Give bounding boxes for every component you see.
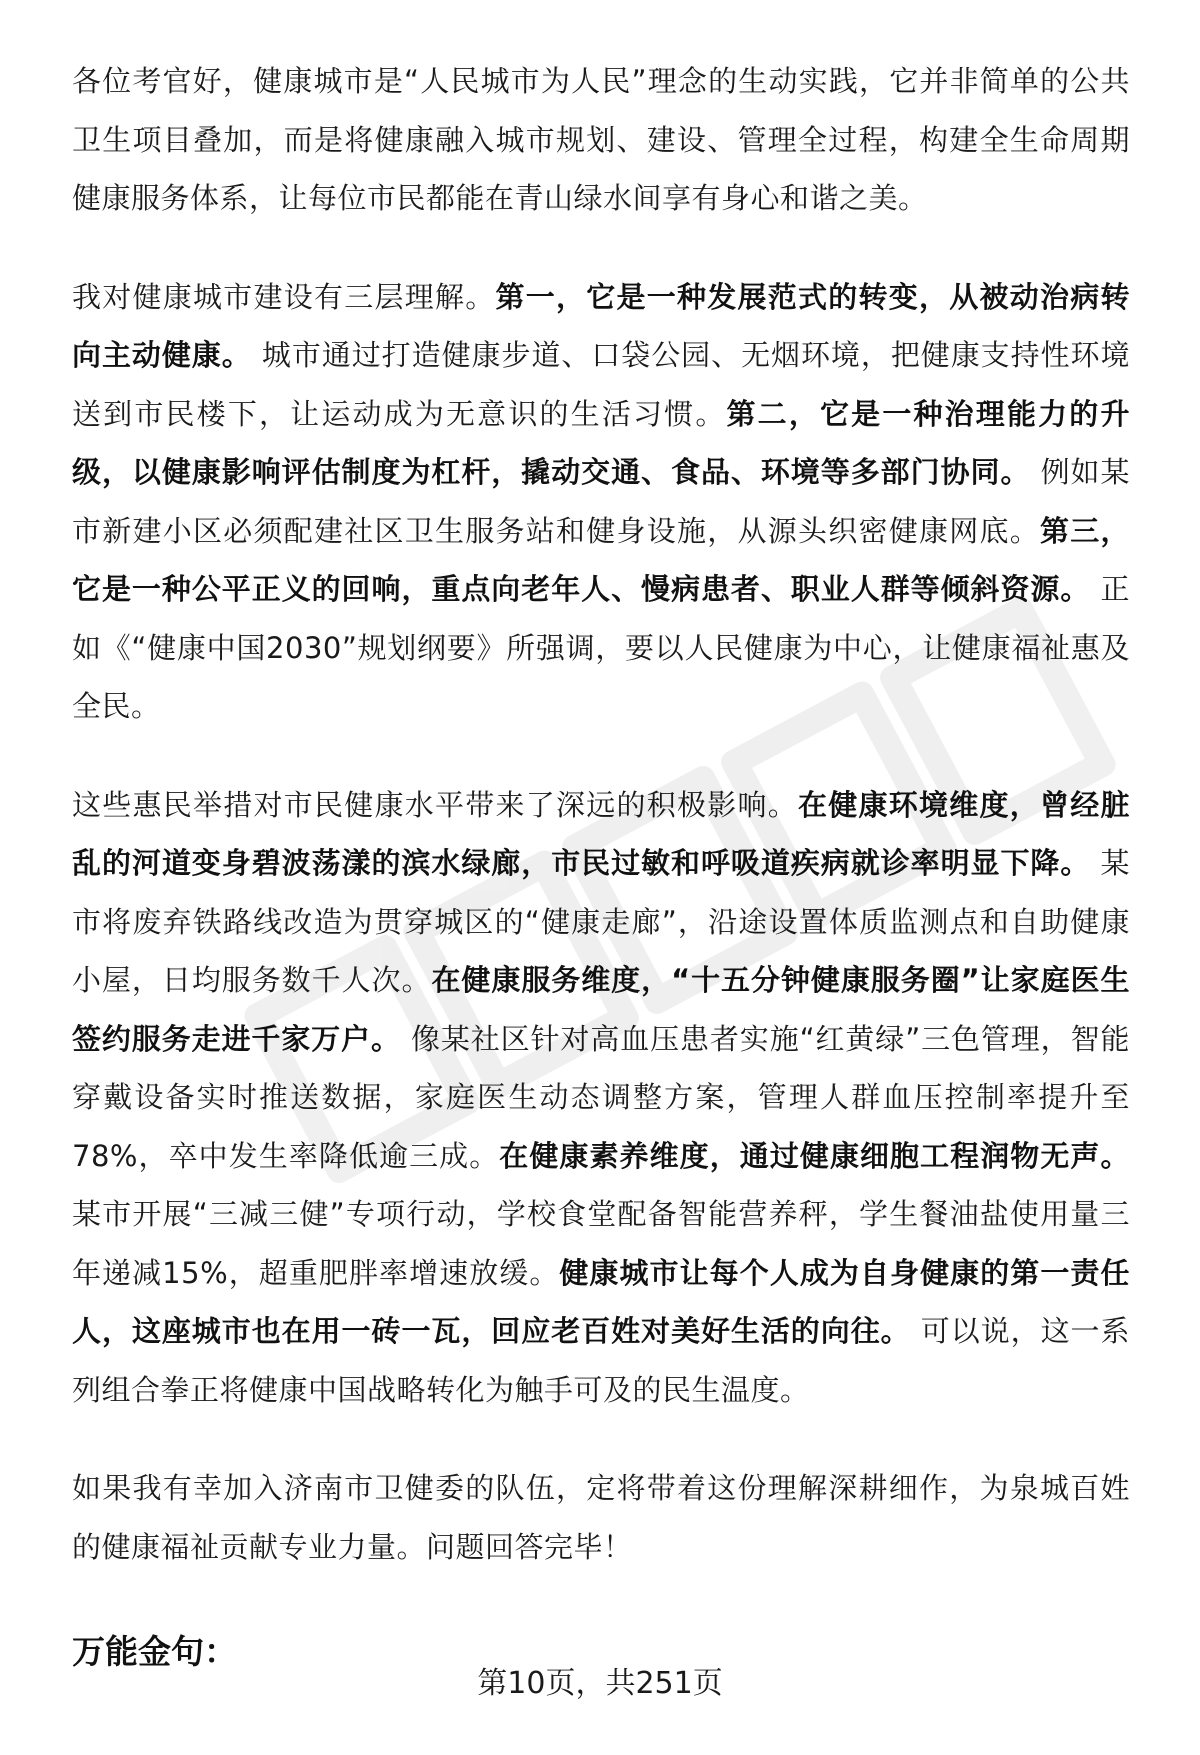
body-text: 如果我有幸加入济南市卫健委的队伍，定将带着这份理解深耕细作，为泉城百姓的健康福祉贡献专业力量。问题回答完毕！ [72, 1471, 1130, 1564]
emphasis-text: 健康城市让每个人成为自身健康的第一责任人，这座城市也在用一砖一瓦，回应老百姓对美好生活的向往。 [72, 1255, 1130, 1348]
body-text: 这些惠民举措对市民健康水平带来了深远的积极影响。 [72, 787, 798, 822]
emphasis-text: 在健康环境维度，曾经脏乱的河道变身碧波荡漾的滨水绿廊，市民过敏和呼吸道疾病就诊率明显下降。 [72, 787, 1130, 880]
emphasis-text: 在健康素养维度，通过健康细胞工程润物无声。 [499, 1138, 1130, 1173]
body-text: 某市将废弃铁路线改造为贯穿城区的“健康走廊”，沿途设置体质监测点和自助健康小屋，日均服务数千人次。 [72, 846, 1130, 997]
body-text: 城市通过打造健康步道、口袋公园、无烟环境，把健康支持性环境送到市民楼下，让运动成为无意识的生活习惯。 [72, 338, 1130, 431]
body-text: 像某社区针对高血压患者实施“红黄绿”三色管理，智能穿戴设备实时推送数据，家庭医生动态调整方案，管理人群血压控制率提升至78%，卒中发生率降低逾三成。 [72, 1021, 1130, 1173]
paragraph-1 [72, 52, 1130, 228]
emphasis-text: 第二，它是一种治理能力的升级，以健康影响评估制度为杠杆，撬动交通、食品、环境等多部门协同。 [72, 396, 1130, 489]
body-text: 正如《“健康中国2030”规划纲要》所强调，要以人民健康为中心，让健康福祉惠及全民。 [72, 572, 1130, 723]
emphasis-text: 第三，它是一种公平正义的回响，重点向老年人、慢病患者、职业人群等倾斜资源。 [72, 513, 1130, 606]
body-text: 各位考官好，健康城市是“人民城市为人民”理念的生动实践，它并非简单的公共卫生项目叠加，而是将健康融入城市规划、建设、管理全过程，构建全生命周期健康服务体系，让每位市民都能在青山绿水间享有身心和谐之美。 [72, 64, 1130, 215]
section-heading: 万能金句： [72, 1632, 237, 1671]
emphasis-text: 在健康服务维度，“十五分钟健康服务圈”让家庭医生签约服务走进千家万户。 [72, 963, 1130, 1056]
emphasis-text: 第一，它是一种发展范式的转变，从被动治病转向主动健康。 [72, 279, 1130, 372]
body-text: 例如某市新建小区必须配建社区卫生服务站和健身设施，从源头织密健康网底。 [72, 455, 1130, 548]
answer-body [72, 52, 1130, 1576]
paragraph-2 [72, 268, 1130, 736]
paragraph-4 [72, 1459, 1130, 1576]
body-text: 某市开展“三减三健”专项行动，学校食堂配备智能营养秤，学生餐油盐使用量三年递减15%，超重肥胖率增速放缓。 [72, 1197, 1130, 1290]
body-text: 可以说，这一系列组合拳正将健康中国战略转化为触手可及的民生温度。 [72, 1314, 1130, 1407]
body-text: 我对健康城市建设有三层理解。 [72, 279, 496, 314]
paragraph-3 [72, 776, 1130, 1420]
page-number: 第10页，共251页 [477, 1666, 723, 1701]
